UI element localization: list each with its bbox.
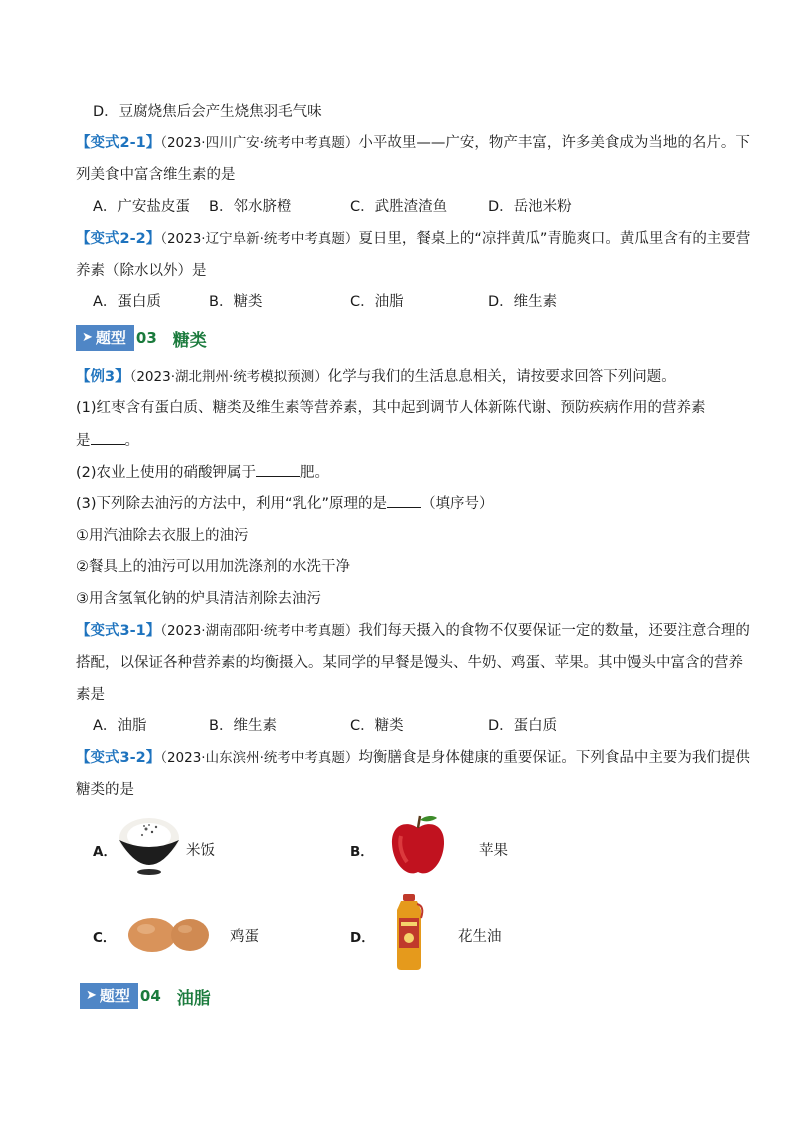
- option-c-letter: C．: [93, 930, 117, 946]
- subquestion-1: (1)红枣含有蛋白质、糖类及维生素等营养素，其中起到调节人体新陈代谢、预防疾病作用的营养素: [76, 400, 706, 416]
- answer-blank[interactable]: [91, 431, 125, 445]
- option-c: C．糖类: [350, 718, 404, 734]
- variant-tag: 【变式2-1】: [76, 135, 161, 151]
- subquestion-1-answer: 是 。: [76, 433, 139, 449]
- variant-2-1-line2: 列美食中富含维生素的是: [76, 167, 236, 183]
- option-c: C．油脂: [350, 294, 404, 310]
- option-a: A．广安盐皮蛋: [93, 199, 190, 215]
- choice-2: ②餐具上的油污可以用加洗涤剂的水洗干净: [76, 559, 350, 575]
- peanut-oil-bottle-image: [391, 892, 427, 972]
- subquestion-3: (3)下列除去油污的方法中，利用“乳化”原理的是 （填序号）: [76, 496, 494, 512]
- eggs-image: [126, 914, 212, 954]
- option-a-letter: A．: [93, 844, 117, 860]
- option-b: B．糖类: [209, 294, 263, 310]
- question-text: 化学与我们的生活息息相关，请按要求回答下列问题。: [327, 369, 676, 385]
- arrow-icon: ➤: [86, 988, 97, 1003]
- rice-bowl-image: [116, 814, 182, 876]
- option-a-label: 米饭: [186, 843, 215, 859]
- option-d: D．岳池米粉: [488, 199, 572, 215]
- section-number: 03: [135, 329, 157, 347]
- source-text: （2023·四川广安·统考中考真题）: [160, 135, 359, 151]
- option-d-line: D．豆腐烧焦后会产生烧焦羽毛气味: [93, 104, 322, 120]
- question-text: 小平故里——广安，物产丰富，许多美食成为当地的名片。下: [358, 135, 750, 151]
- option-d: D．蛋白质: [488, 718, 558, 734]
- option-d: D．维生素: [488, 294, 558, 310]
- question-text: 夏日里，餐桌上的“凉拌黄瓜”青脆爽口。黄瓜里含有的主要营: [358, 231, 751, 247]
- section-header-03: [76, 324, 207, 352]
- variant-2-1-line: [76, 134, 750, 152]
- source-text: （2023·湖南邵阳·统考中考真题）: [160, 623, 359, 639]
- variant-3-2-line: [76, 749, 750, 767]
- section-title: 糖类: [172, 330, 207, 351]
- arrow-icon: ➤: [82, 330, 93, 345]
- option-c: C．武胜渣渣鱼: [350, 199, 448, 215]
- option-a: A．蛋白质: [93, 294, 161, 310]
- variant-tag: 【变式2-2】: [76, 231, 161, 247]
- option-b-label: 苹果: [479, 843, 508, 859]
- variant-2-2-line2: 养素（除水以外）是: [76, 263, 207, 279]
- apple-image: [389, 812, 447, 878]
- variant-3-1-line2: 搭配，以保证各种营养素的均衡摄入。某同学的早餐是馒头、牛奶、鸡蛋、苹果。其中馒头中富含的营养: [76, 655, 743, 671]
- section-badge: ➤ 题型: [80, 983, 138, 1009]
- choice-1: ①用汽油除去衣服上的油污: [76, 528, 249, 544]
- choice-3: ③用含氢氧化钠的炉具清洁剂除去油污: [76, 591, 321, 607]
- section-title: 油脂: [176, 988, 211, 1009]
- option-d-label: 花生油: [458, 929, 502, 945]
- example-3-line: [76, 368, 676, 386]
- source-text: （2023·山东滨州·统考中考真题）: [160, 750, 359, 766]
- option-c-label: 鸡蛋: [230, 929, 259, 945]
- answer-blank[interactable]: [256, 463, 300, 477]
- example-tag: 【例3】: [76, 369, 130, 385]
- variant-3-1-line: [76, 622, 750, 640]
- variant-3-1-line3: 素是: [76, 687, 105, 703]
- source-text: （2023·湖北荆州·统考模拟预测）: [129, 369, 328, 385]
- option-a: A．油脂: [93, 718, 147, 734]
- section-header-04: [80, 982, 211, 1010]
- variant-2-2-line: [76, 230, 750, 248]
- variant-tag: 【变式3-1】: [76, 623, 161, 639]
- option-d-letter: D．: [350, 930, 375, 946]
- section-badge: ➤ 题型: [76, 325, 134, 351]
- subquestion-2: (2)农业上使用的硝酸钾属于 肥。: [76, 465, 330, 481]
- answer-blank[interactable]: [387, 494, 421, 508]
- question-text: 均衡膳食是身体健康的重要保证。下列食品中主要为我们提供: [358, 750, 750, 766]
- section-number: 04: [139, 987, 161, 1005]
- option-b: B．邻水脐橙: [209, 199, 292, 215]
- question-text: 我们每天摄入的食物不仅要保证一定的数量，还要注意合理的: [358, 623, 750, 639]
- option-b-letter: B．: [350, 844, 374, 860]
- source-text: （2023·辽宁阜新·统考中考真题）: [160, 231, 359, 247]
- option-b: B．维生素: [209, 718, 277, 734]
- variant-tag: 【变式3-2】: [76, 750, 161, 766]
- variant-3-2-line2: 糖类的是: [76, 782, 134, 798]
